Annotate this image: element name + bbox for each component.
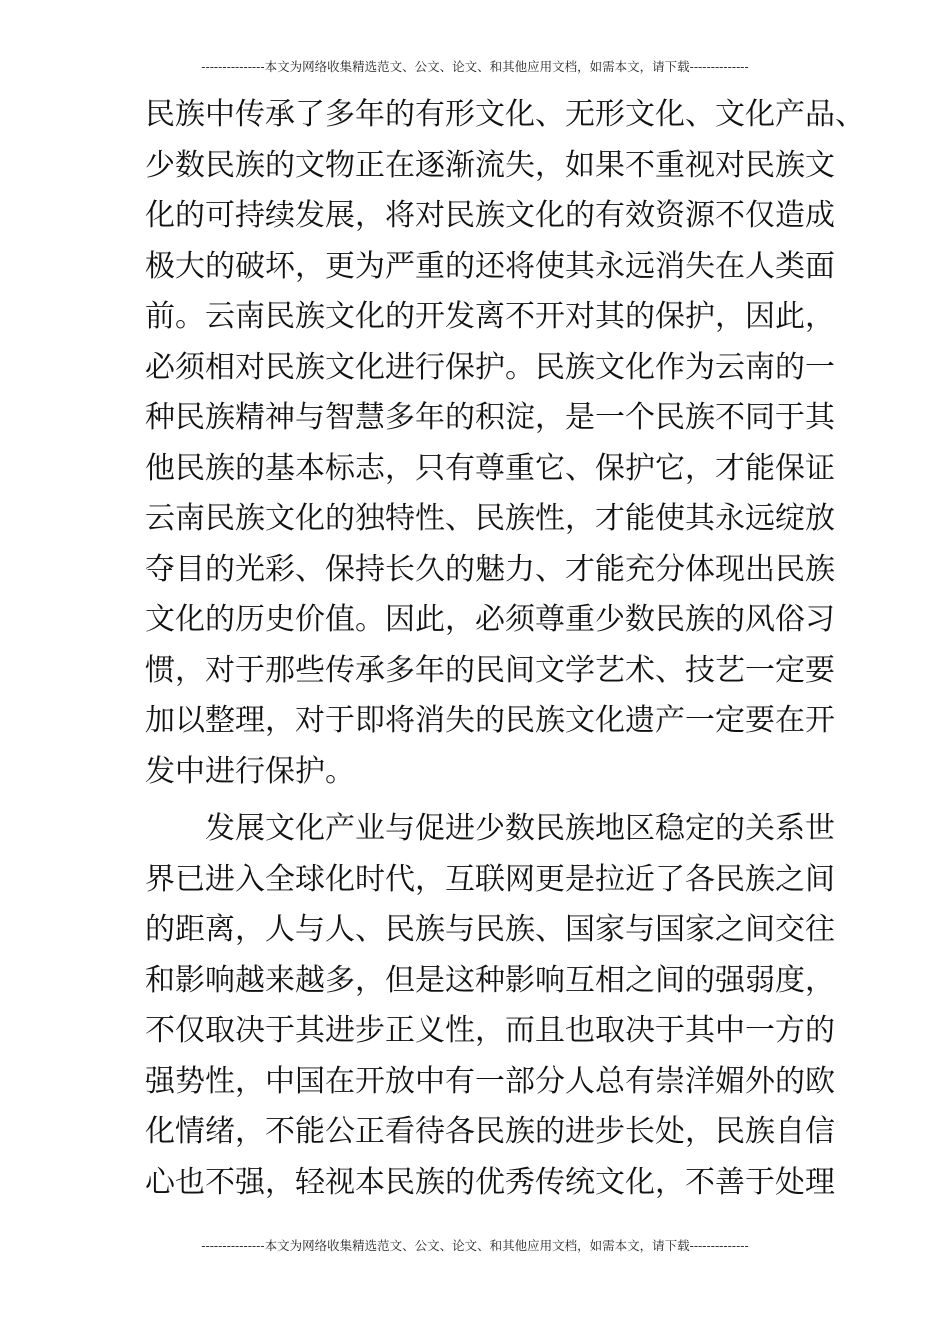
text-line: 极大的破坏，更为严重的还将使其永远消失在人类面 xyxy=(145,248,835,284)
text-line: 加以整理，对于即将消失的民族文化遗产一定要在开 xyxy=(145,703,835,738)
text-line: 惯，对于那些传承多年的民间文学艺术、技艺一定要 xyxy=(145,652,835,688)
text-line: 民族中传承了多年的有形文化、无形文化、文化产品、 xyxy=(145,97,865,132)
text-line: 文化的历史价值。因此，必须尊重少数民族的风俗习 xyxy=(145,602,835,637)
text-line: 心也不强，轻视本民族的优秀传统文化，不善于处理 xyxy=(145,1164,835,1200)
text-line: 云南民族文化的独特性、民族性，才能使其永远绽放 xyxy=(145,501,835,536)
text-line: 化的可持续发展，将对民族文化的有效资源不仅造成 xyxy=(145,198,835,233)
paragraph-gap xyxy=(145,797,805,804)
text-line: 的距离，人与人、民族与民族、国家与国家之间交往 xyxy=(145,912,835,947)
text-line: 界已进入全球化时代，互联网更是拉近了各民族之间 xyxy=(145,861,835,897)
paragraph-2 xyxy=(145,804,835,1208)
text-line: 发展文化产业与促进少数民族地区稳定的关系世 xyxy=(205,811,835,846)
document-body xyxy=(145,90,865,1208)
footer-banner: ---------------本文为网络收集精选范文、公文、论文、和其他应用文档，如需本文，请下载-------------- xyxy=(201,1238,749,1253)
text-line: 他民族的基本标志，只有尊重它、保护它，才能保证 xyxy=(145,450,835,486)
text-line: 和影响越来越多，但是这种影响互相之间的强弱度， xyxy=(145,962,835,998)
text-line: 化情绪，不能公正看待各民族的进步长处，民族自信 xyxy=(145,1114,835,1149)
text-line: 种民族精神与智慧多年的积淀，是一个民族不同于其 xyxy=(145,400,835,435)
text-line: 发中进行保护。 xyxy=(145,753,355,789)
text-line: 强势性，中国在开放中有一部分人总有崇洋媚外的欧 xyxy=(145,1063,835,1099)
text-line: 少数民族的文物正在逐渐流失，如果不重视对民族文 xyxy=(145,147,835,183)
header-banner: ---------------本文为网络收集精选范文、公文、论文、和其他应用文档，如需本文，请下载-------------- xyxy=(201,59,749,74)
text-line: 不仅取决于其进步正义性，而且也取决于其中一方的 xyxy=(145,1013,835,1048)
text-line: 前。云南民族文化的开发离不开对其的保护，因此， xyxy=(145,299,835,334)
paragraph-1 xyxy=(145,90,865,797)
text-line: 夺目的光彩、保持长久的魅力、才能充分体现出民族 xyxy=(145,551,835,587)
text-line: 必须相对民族文化进行保护。民族文化作为云南的一 xyxy=(145,349,835,385)
